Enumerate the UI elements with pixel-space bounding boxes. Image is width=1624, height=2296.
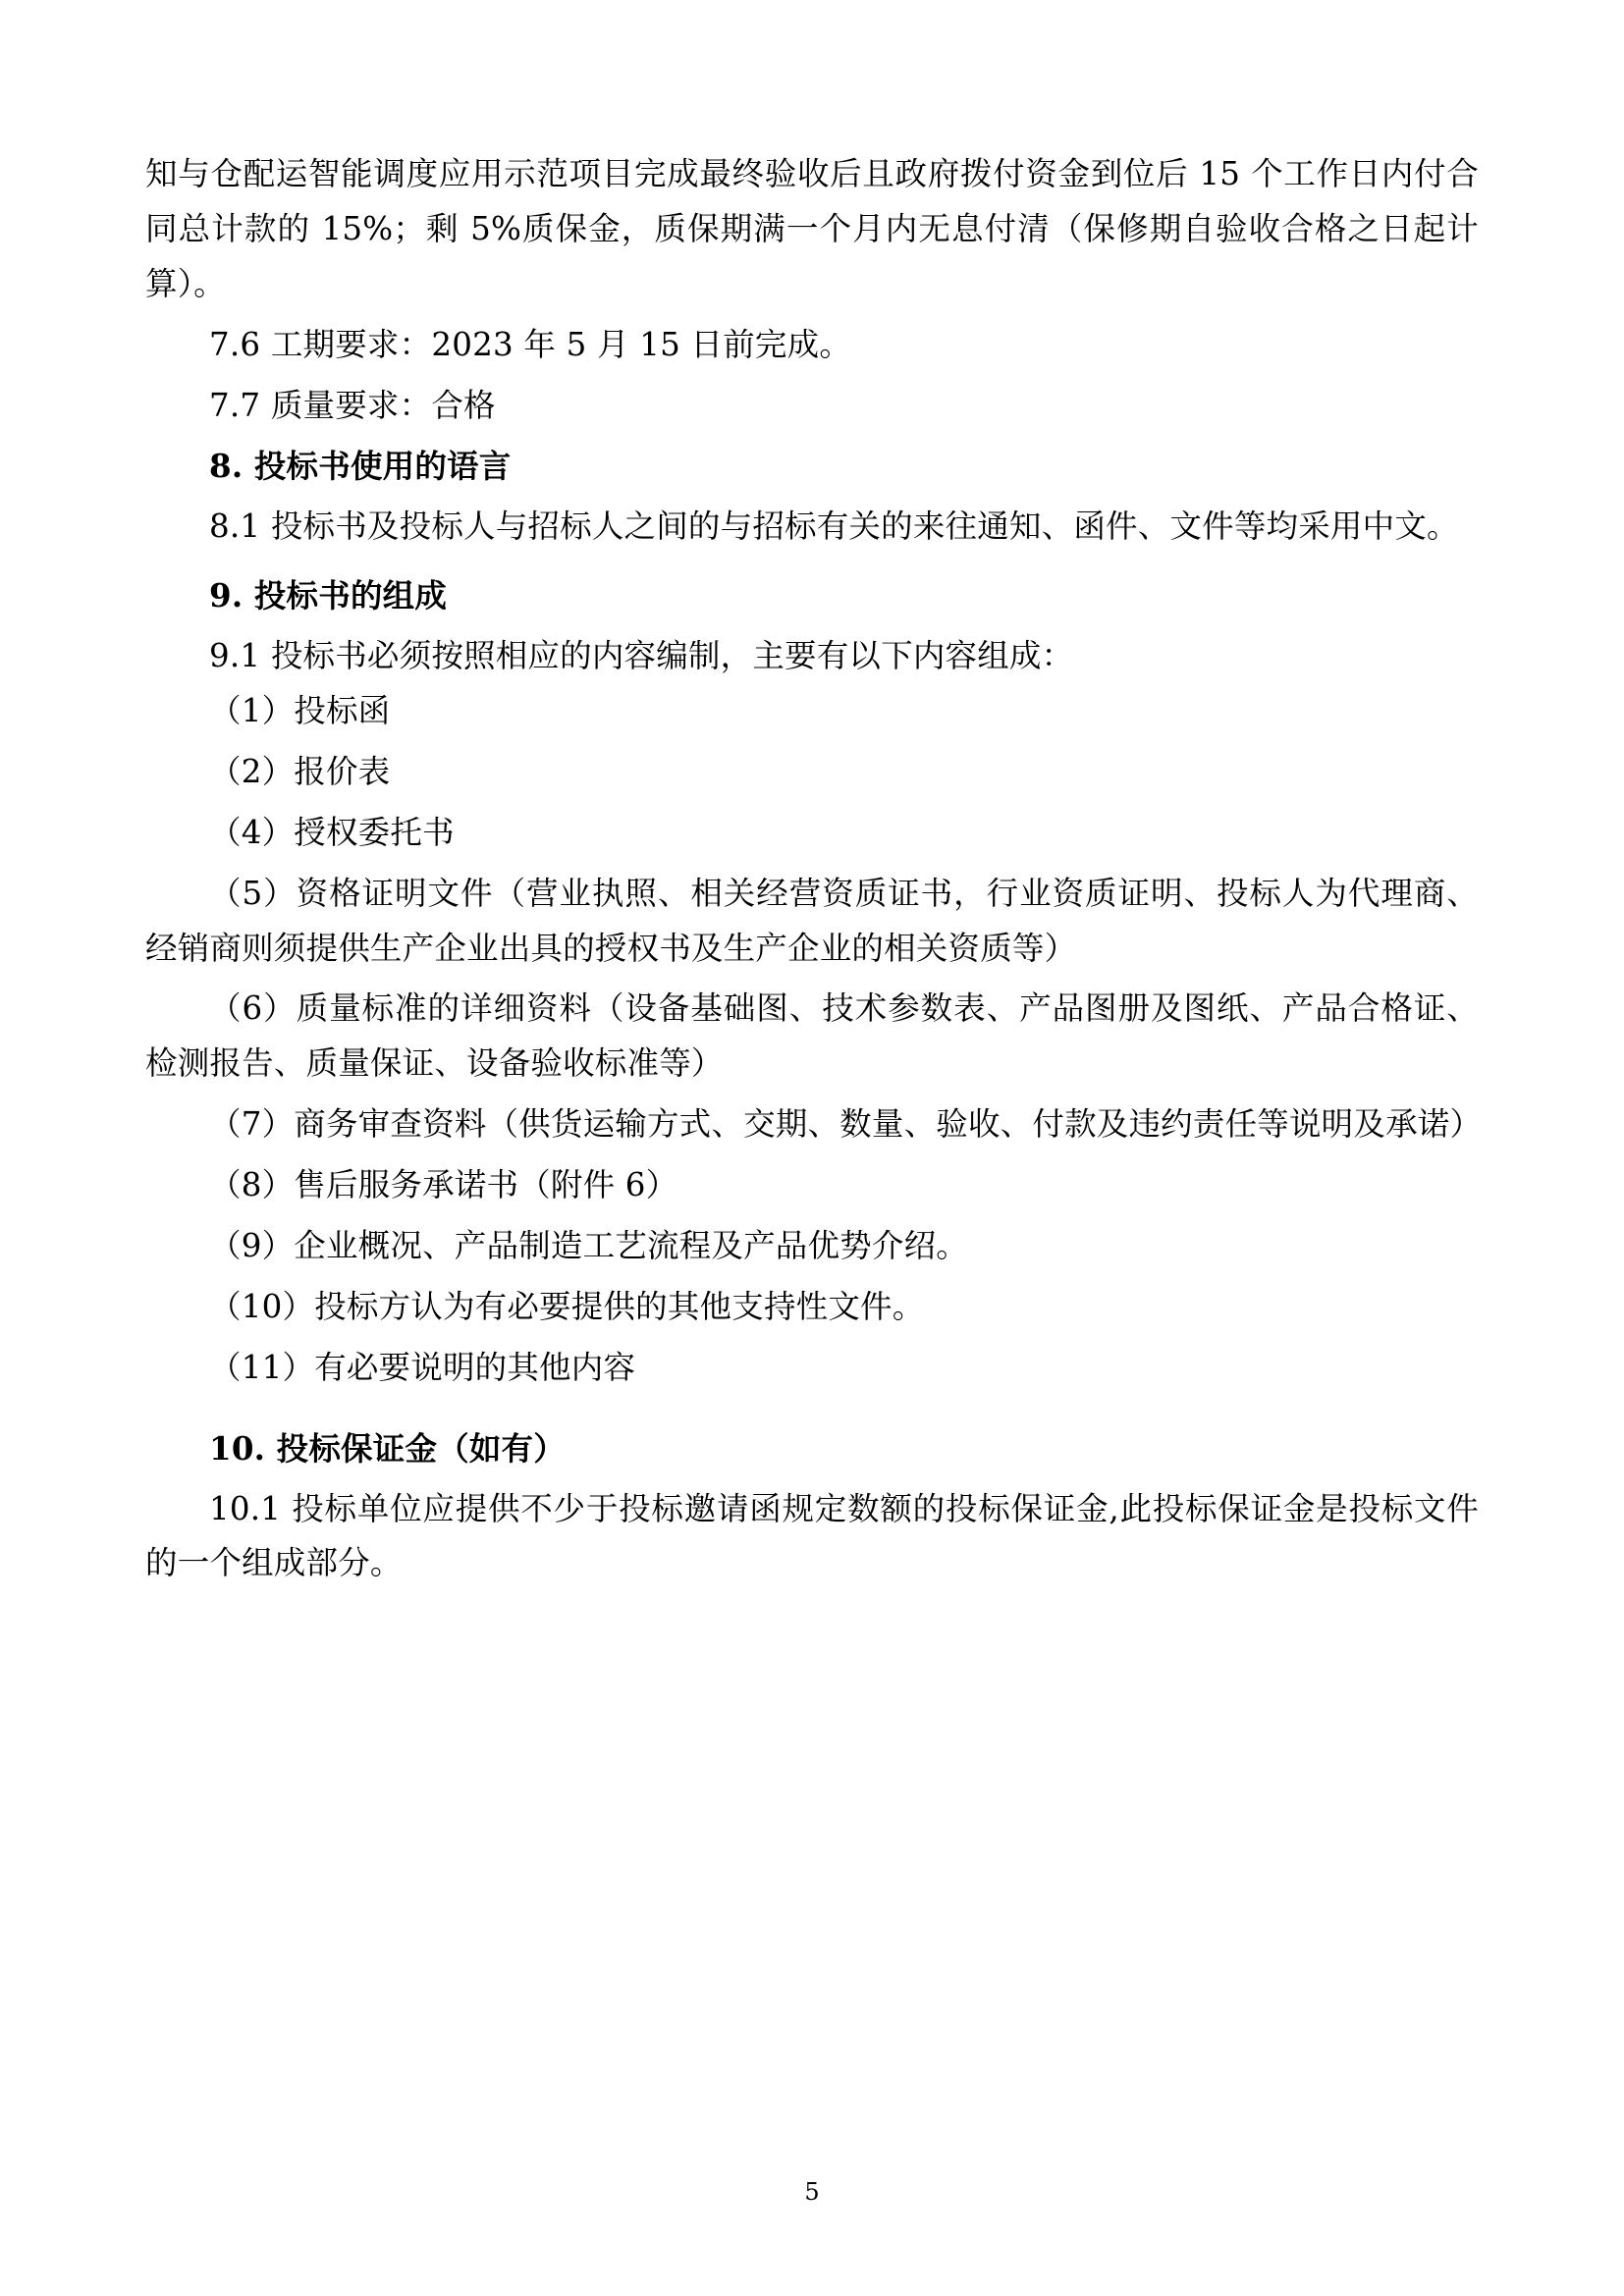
paragraph-7-6: 7.6 工期要求：2023 年 5 月 15 日前完成。 — [209, 325, 852, 363]
list-item-7: （7）商务审查资料（供货运输方式、交期、数量、验收、付款及违约责任等说明及承诺） — [209, 1105, 1483, 1144]
list-item-6: （6）质量标准的详细资料（设备基础图、技术参数表、产品图册及图纸、产品合格证、检测报告、质量保证、设备验收标准等） — [145, 989, 1479, 1083]
list-item-4: （4）授权委托书 — [209, 813, 455, 851]
paragraph-10-1: 10.1 投标单位应提供不少于投标邀请函规定数额的投标保证金,此投标保证金是投标文件的一个组成部分。 — [145, 1489, 1479, 1582]
list-item-1: （1）投标函 — [209, 692, 391, 730]
list-item-2: （2）报价表 — [209, 752, 391, 790]
list-item-10: （10）投标方认为有必要提供的其他支持性文件。 — [209, 1287, 925, 1325]
document-body — [145, 147, 1483, 1591]
list-item-5: （5）资格证明文件（营业执照、相关经营资质证书，行业资质证明、投标人为代理商、经销商则须提供生产企业出具的授权书及生产企业的相关资质等） — [145, 874, 1479, 967]
heading-10: 10. 投标保证金（如有） — [209, 1428, 566, 1468]
list-item-9: （9）企业概况、产品制造工艺流程及产品优势介绍。 — [209, 1227, 968, 1265]
heading-8: 8. 投标书使用的语言 — [209, 447, 512, 486]
paragraph-9-1: 9.1 投标书必须按照相应的内容编制，主要有以下内容组成： — [209, 637, 1074, 675]
list-item-8: （8）售后服务承诺书（附件 6） — [209, 1166, 678, 1204]
list-item-11: （11）有必要说明的其他内容 — [209, 1348, 636, 1386]
page-number: 5 — [804, 2178, 820, 2206]
paragraph-7-7: 7.7 质量要求：合格 — [209, 386, 496, 424]
paragraph-carryover: 知与仓配运智能调度应用示范项目完成最终验收后且政府拨付资金到位后 15 个工作日内付合同总计款的 15%；剩 5%质保金，质保期满一个月内无息付清（保修期自验收合格之日起计算）。 — [145, 155, 1479, 302]
paragraph-8-1: 8.1 投标书及投标人与招标人之间的与招标有关的来往通知、函件、文件等均采用中文。 — [209, 507, 1459, 546]
heading-9: 9. 投标书的组成 — [209, 576, 448, 615]
